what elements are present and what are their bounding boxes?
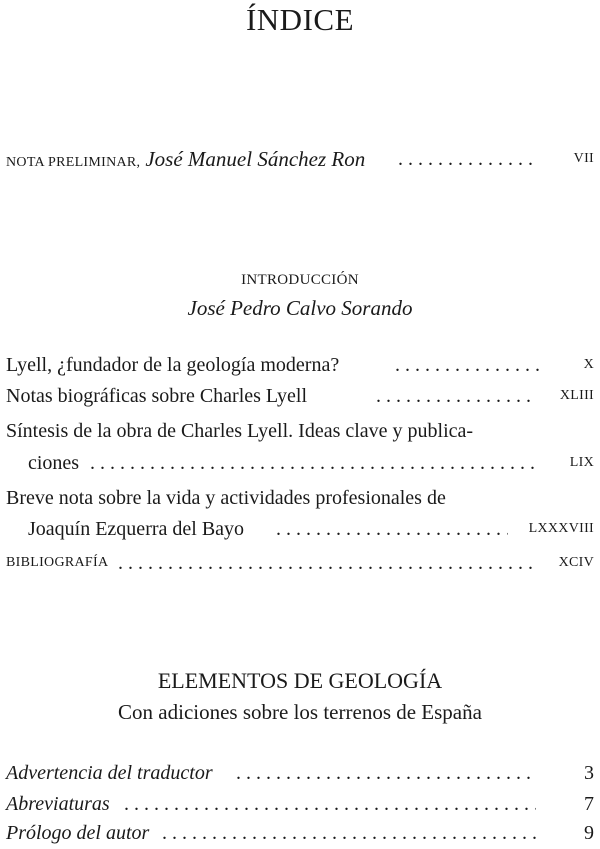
entry-title: Breve nota sobre la vida y actividades profesionales de	[6, 487, 446, 509]
entry-title: BIBLIOGRAFÍA	[6, 555, 109, 570]
entry-title-continued: ciones	[28, 452, 80, 474]
toc-entry-line1	[0, 416, 600, 446]
toc-entry-preliminar	[0, 144, 600, 174]
entry-title: Notas biográficas sobre Charles Lyell	[6, 385, 308, 407]
entry-title: Prólogo del autor	[6, 822, 150, 844]
dot-leader	[162, 818, 536, 848]
toc-entry	[0, 818, 600, 848]
page-number: X	[583, 357, 594, 372]
preliminar-label: NOTA PRELIMINAR,	[6, 155, 141, 170]
dot-leader	[124, 789, 536, 819]
toc-entry-line2	[0, 514, 600, 544]
page-number: LIX	[569, 455, 594, 470]
page-number: XCIV	[558, 555, 594, 570]
page-number: 9	[584, 822, 594, 844]
toc-entry	[0, 381, 600, 411]
entry-title: Advertencia del traductor	[6, 762, 213, 784]
section-heading-elementos: ELEMENTOS DE GEOLOGÍA	[157, 668, 443, 693]
entry-title-continued: Joaquín Ezquerra del Bayo	[28, 518, 245, 540]
toc-entry	[0, 758, 600, 788]
dot-leader	[276, 514, 508, 544]
dot-leader	[376, 381, 536, 411]
section-heading-introduccion: INTRODUCCIÓN	[241, 272, 359, 288]
section-subheading-elementos: Con adiciones sobre los terrenos de España	[118, 700, 482, 724]
toc-entry-line2	[0, 448, 600, 478]
entry-title: Lyell, ¿fundador de la geología moderna?	[6, 354, 340, 376]
entry-title: Síntesis de la obra de Charles Lyell. Ideas clave y publica-	[6, 420, 474, 442]
page-number: LXXXVIII	[528, 521, 594, 536]
dot-leader	[395, 350, 540, 380]
toc-entry	[0, 789, 600, 819]
preliminar-author: José Manuel Sánchez Ron	[145, 147, 366, 171]
page-number: XLIII	[559, 388, 594, 403]
dot-leader	[236, 758, 536, 788]
entry-title: Abreviaturas	[6, 793, 110, 815]
toc-entry-line1	[0, 483, 600, 513]
dot-leader	[90, 448, 536, 478]
section-author-introduccion: José Pedro Calvo Sorando	[187, 296, 413, 320]
toc-entry	[0, 350, 600, 380]
dot-leader	[398, 144, 538, 174]
toc-entry	[0, 548, 600, 578]
dot-leader	[118, 548, 538, 578]
page-number: 7	[584, 793, 594, 815]
page-number: 3	[584, 762, 594, 784]
page-number: VII	[573, 151, 594, 166]
page-title: ÍNDICE	[245, 2, 355, 37]
